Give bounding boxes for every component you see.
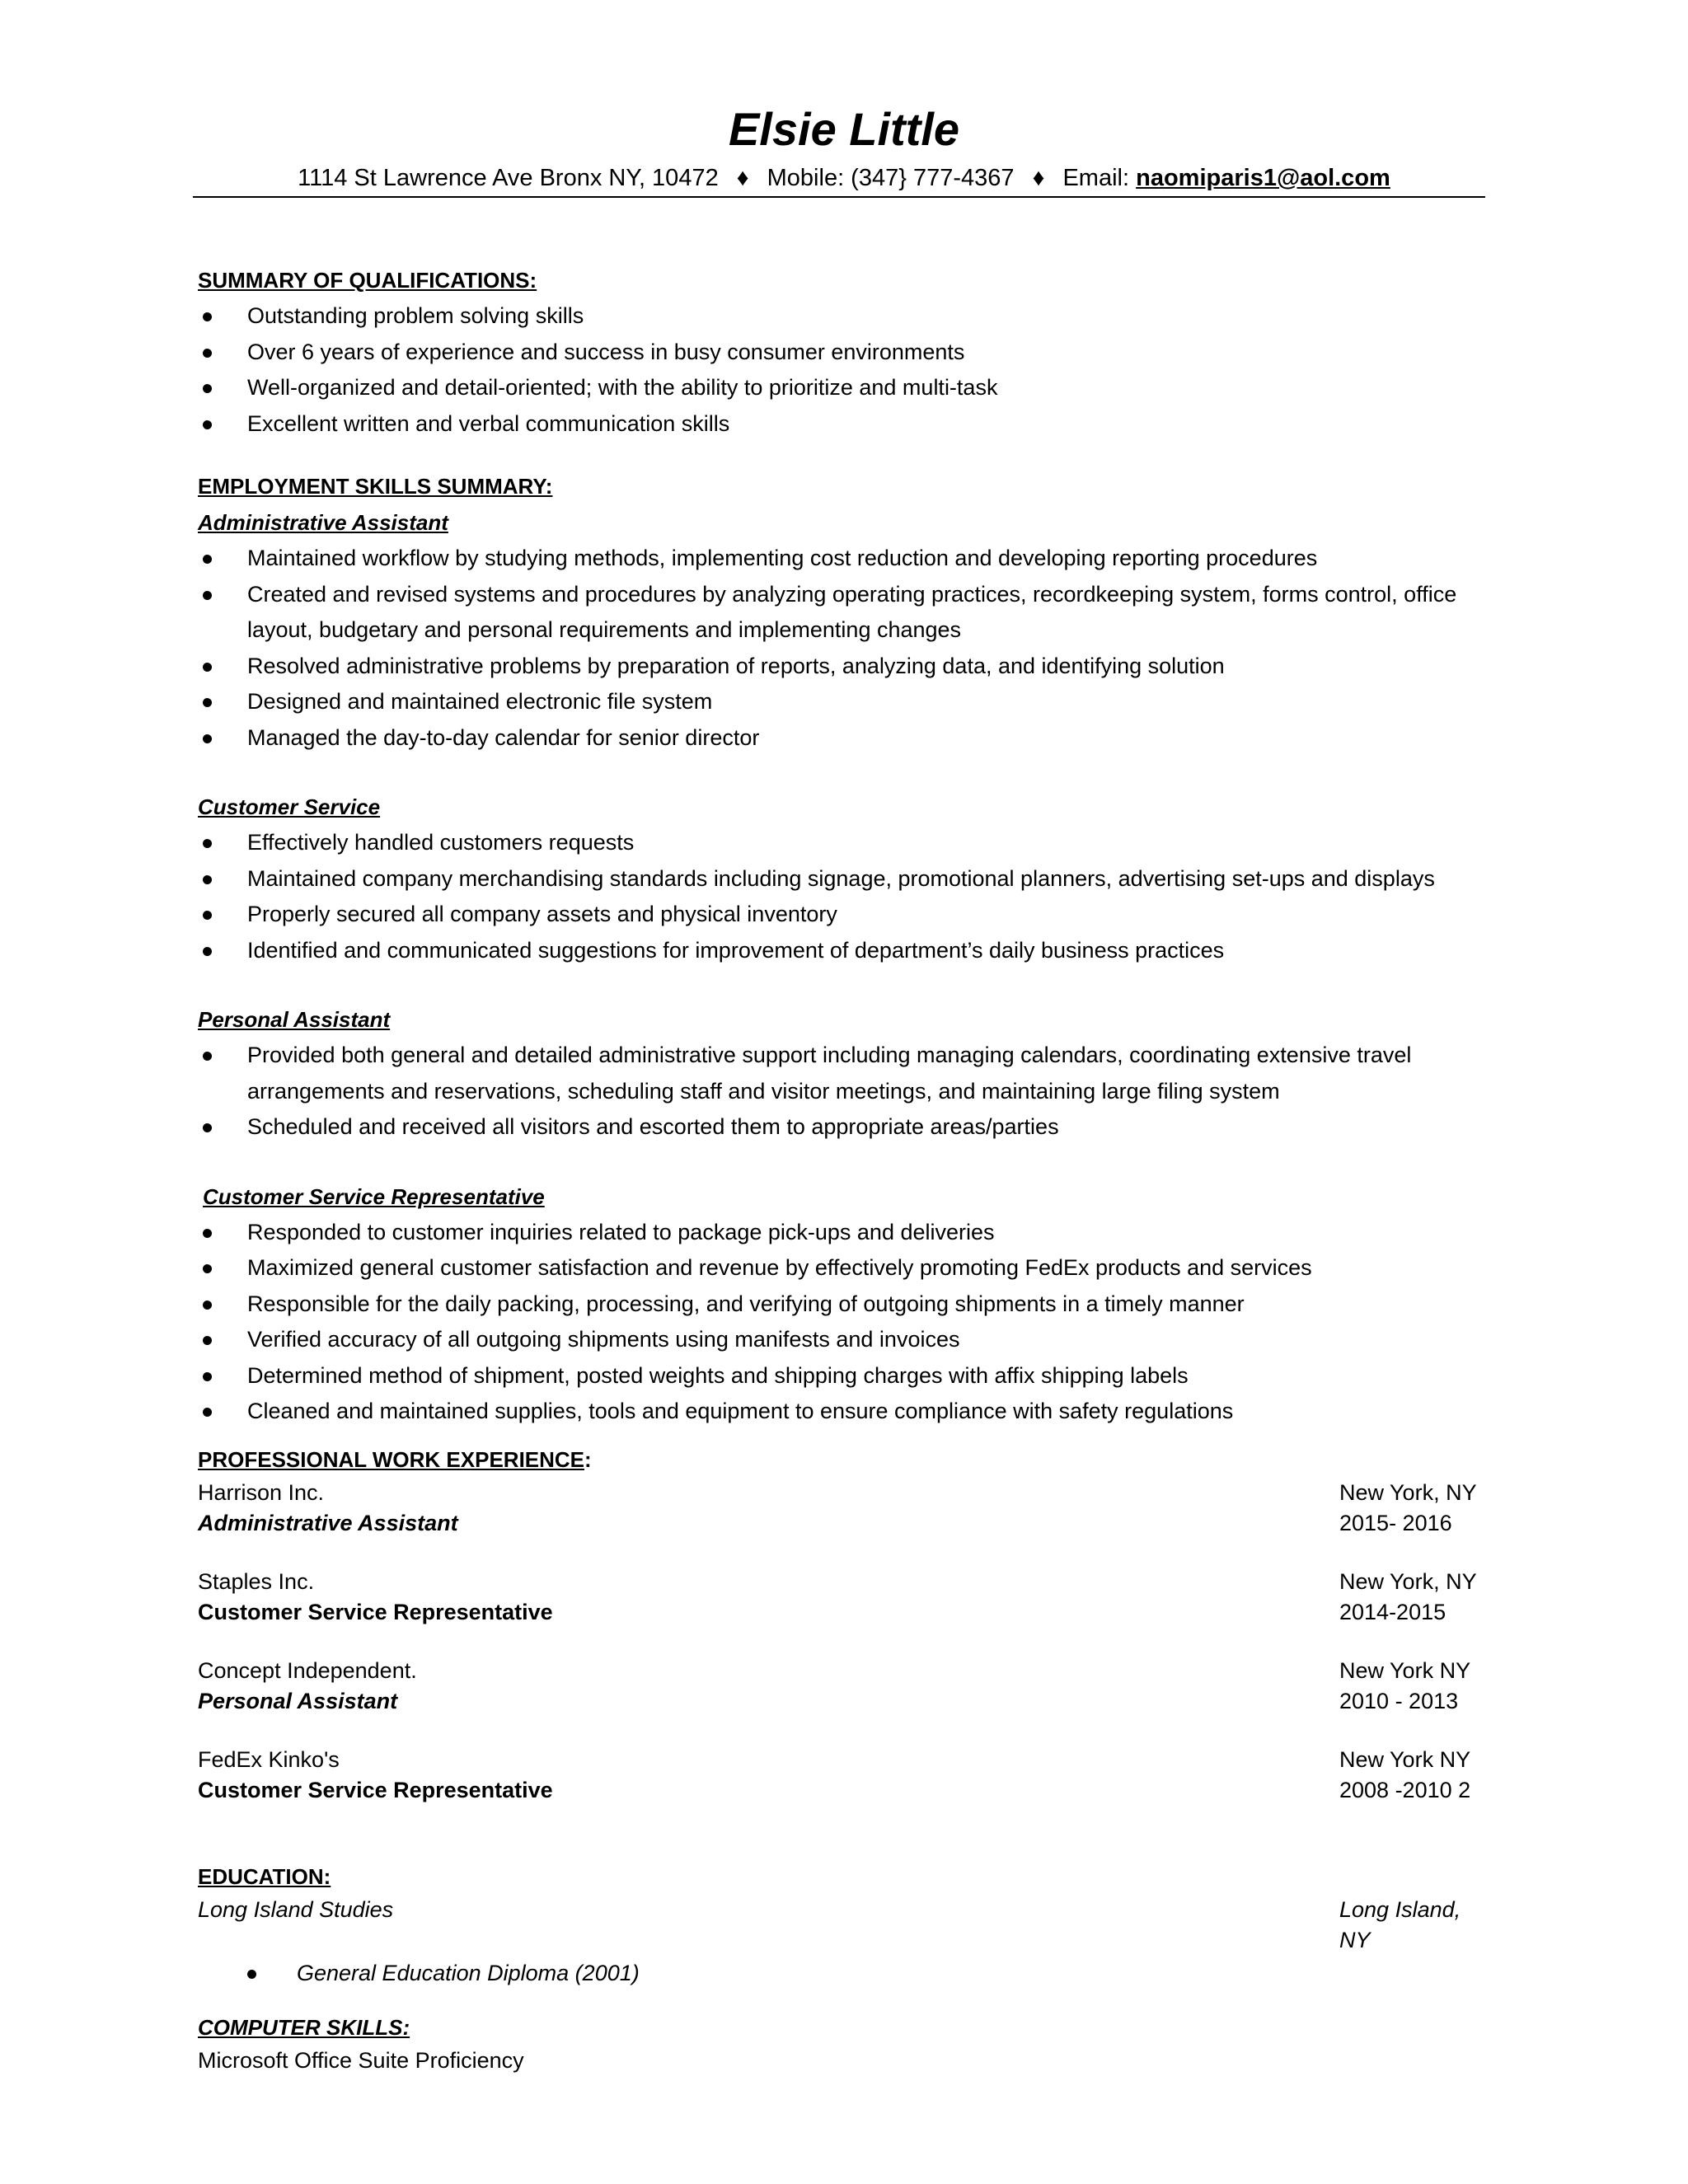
list-item: Responded to customer inquiries related to package pick-ups and deliveries <box>198 1215 1484 1251</box>
list-item: Cleaned and maintained supplies, tools and equipment to ensure compliance with safety regulations <box>198 1394 1484 1430</box>
list-item: Excellent written and verbal communication skills <box>198 406 1484 443</box>
list-item: Resolved administrative problems by preparation of reports, analyzing data, and identifying solution <box>198 649 1484 685</box>
skills-group-title: Administrative Assistant <box>198 510 448 535</box>
skills-group-title: Customer Service <box>198 794 381 819</box>
computer-skills-text: Microsoft Office Suite Proficiency <box>198 2048 524 2073</box>
diamond-separator: ♦ <box>736 165 749 191</box>
list-item: General Education Diploma (2001) <box>198 1956 1484 1992</box>
list-item: Effectively handled customers requests <box>198 825 1484 861</box>
list-item: Properly secured all company assets and physical inventory <box>198 897 1484 933</box>
company: Concept Independent. <box>198 1657 417 1683</box>
contact-line <box>0 162 1688 194</box>
job-role: Administrative Assistant <box>198 1510 458 1535</box>
list-item: Identified and communicated suggestions for improvement of department’s daily business practices <box>198 933 1484 969</box>
school-name: Long Island Studies <box>198 1896 394 1922</box>
list-item: Outstanding problem solving skills <box>198 298 1484 335</box>
skills-group-title: Customer Service Representative <box>203 1183 545 1209</box>
job-location: New York, NY <box>1339 1568 1477 1594</box>
experience-title-text: PROFESSIONAL WORK EXPERIENCE <box>198 1446 585 1472</box>
job-location: New York, NY <box>1339 1479 1477 1505</box>
education-entry <box>198 1895 1484 1956</box>
school-location: Long Island, NY <box>1339 1896 1461 1952</box>
list-item: Provided both general and detailed administrative support including managing calendars, coordinating extensive travel arrangements and reservations, scheduling staff and visitor meetings, and maintaining large filing system <box>198 1038 1484 1109</box>
job-entry <box>198 1478 1484 1539</box>
header-divider <box>193 196 1485 198</box>
list-item: Managed the day-to-day calendar for senior director <box>198 720 1484 757</box>
job-entry <box>198 1745 1484 1806</box>
email-link[interactable]: naomiparis1@aol.com <box>1136 165 1390 191</box>
job-dates: 2010 - 2013 <box>1339 1688 1459 1713</box>
summary-list <box>198 298 1484 442</box>
skills-group-title: Personal Assistant <box>198 1007 391 1032</box>
job-entry <box>198 1656 1484 1717</box>
section-title-computer-skills: COMPUTER SKILLS: <box>198 2015 410 2040</box>
education-list <box>198 1956 1484 1992</box>
section-title-skills: EMPLOYMENT SKILLS SUMMARY: <box>198 474 553 499</box>
list-item: Verified accuracy of all outgoing shipments using manifests and invoices <box>198 1322 1484 1358</box>
job-entry <box>198 1567 1484 1628</box>
list-item: Well-organized and detail-oriented; with the ability to prioritize and multi-task <box>198 370 1484 406</box>
list-item: Responsible for the daily packing, processing, and verifying of outgoing shipments in a timely manner <box>198 1286 1484 1323</box>
mobile: Mobile: (347} 777-4367 <box>767 165 1015 191</box>
list-item: Designed and maintained electronic file system <box>198 684 1484 720</box>
company: FedEx Kinko's <box>198 1746 340 1772</box>
skills-list <box>198 541 1484 756</box>
section-title-summary: SUMMARY OF QUALIFICATIONS: <box>198 268 537 293</box>
address: 1114 St Lawrence Ave Bronx NY, 10472 <box>298 165 719 191</box>
skills-list <box>198 825 1484 968</box>
job-dates: 2015- 2016 <box>1339 1510 1452 1535</box>
diamond-separator: ♦ <box>1032 165 1045 191</box>
job-role: Customer Service Representative <box>198 1599 553 1624</box>
section-title-education: EDUCATION: <box>198 1863 331 1889</box>
company: Harrison Inc. <box>198 1479 325 1505</box>
job-dates: 2008 -2010 2 <box>1339 1777 1471 1802</box>
job-role: Personal Assistant <box>198 1688 398 1713</box>
candidate-name: Elsie Little <box>728 103 960 155</box>
list-item: Created and revised systems and procedures by analyzing operating practices, recordkeeping system, forms control, office layout, budgetary and personal requirements and implementing changes <box>198 577 1484 649</box>
job-location: New York NY <box>1339 1657 1471 1683</box>
list-item: Maintained workflow by studying methods, implementing cost reduction and developing reporting procedures <box>198 541 1484 577</box>
list-item: Determined method of shipment, posted weights and shipping charges with affix shipping labels <box>198 1358 1484 1394</box>
skills-list <box>198 1215 1484 1430</box>
email-label: Email: <box>1062 165 1130 191</box>
experience-title-suffix: : <box>584 1446 592 1472</box>
list-item: Scheduled and received all visitors and escorted them to appropriate areas/parties <box>198 1109 1484 1146</box>
job-role: Customer Service Representative <box>198 1777 553 1802</box>
section-title-experience <box>198 1441 1484 1478</box>
company: Staples Inc. <box>198 1568 315 1594</box>
skills-list <box>198 1038 1484 1146</box>
list-item: Over 6 years of experience and success in busy consumer environments <box>198 335 1484 371</box>
job-location: New York NY <box>1339 1746 1471 1772</box>
job-dates: 2014-2015 <box>1339 1599 1447 1624</box>
list-item: Maintained company merchandising standards including signage, promotional planners, advertising set-ups and displays <box>198 861 1484 898</box>
resume-body <box>198 262 1484 2076</box>
list-item: Maximized general customer satisfaction and revenue by effectively promoting FedEx products and services <box>198 1250 1484 1286</box>
